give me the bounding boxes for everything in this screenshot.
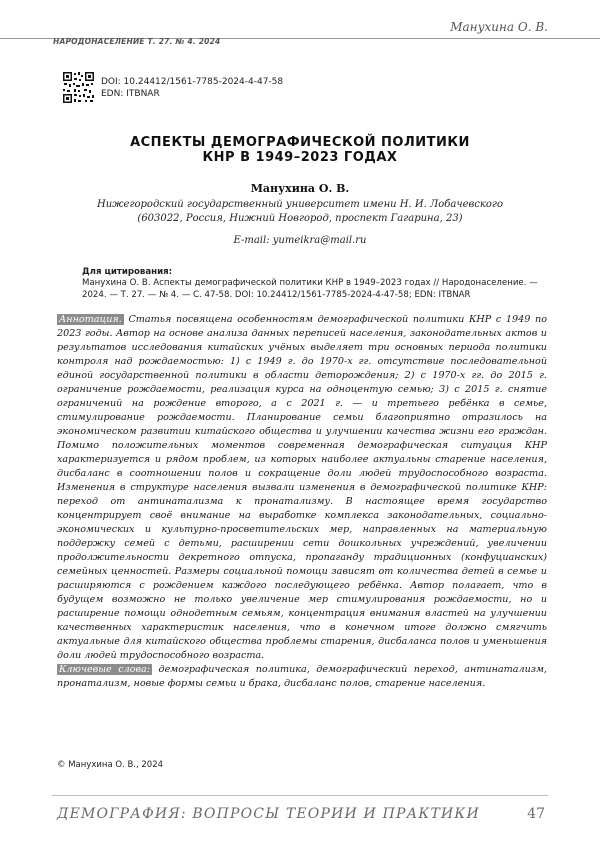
qr-code-icon <box>62 71 95 104</box>
edn: EDN: ITBNAR <box>101 89 160 99</box>
keywords-label: Ключевые слова: <box>59 664 151 675</box>
doi[interactable]: DOI: 10.24412/1561-7785-2024-4-47-58 <box>101 77 284 87</box>
author-name: Манухина О. В. <box>250 182 350 195</box>
author-email[interactable]: E-mail: yumeikra@mail.ru <box>233 235 367 246</box>
copyright-notice: © Манухина О. В., 2024 <box>57 760 164 770</box>
citation-block <box>82 267 552 301</box>
citation-label: Для цитирования: <box>82 267 173 277</box>
running-author: Манухина О. В. <box>450 20 548 34</box>
affiliation-line-1: Нижегородский государственный университет имени Н. И. Лобачевского <box>97 199 503 210</box>
abstract-block <box>57 313 547 691</box>
title-line-1: АСПЕКТЫ ДЕМОГРАФИЧЕСКОЙ ПОЛИТИКИ <box>130 135 470 150</box>
abstract-label: Аннотация. <box>59 314 122 325</box>
citation-text: Манухина О. В. Аспекты демографической политики КНР в 1949–2023 годах // Народонаселение. — 2024. — Т. 27. — № 4. — С. 47-58. DOI: 10.24412/1561-7785-2024-4-47-58; EDN: ITBNAR <box>82 278 538 300</box>
footer-journal-name: ДЕМОГРАФИЯ: ВОПРОСЫ ТЕОРИИ И ПРАКТИКИ <box>57 806 480 822</box>
article-title <box>0 135 600 165</box>
abstract-text: Статья посвящена особенностям демографической политики КНР с 1949 по 2023 годы. Автор на основе анализа данных переписей населения, законодательных актов и результатов исследования китайских учёных выделяет три основных периода политики контроля над рождаемостью: 1) с 1949 г. до 1970-х гг. отсутствие последовательной единой государственной политики в области деторождения; 2) с 1970-х гг. до 2015 г. ограничение рождаемости, реализация курса на одноцентую семью; 3) с 2015 г. снятие ограничений на рождение второго, а с 2021 г. — и третьего ребёнка в семье, стимулирование рождаемости. Планирование семьи благоприятно отразилось на экономическом развитии китайского общества и улучшении качества жизни его граждан. Помимо положительных моментов современная демографическая ситуация КНР характеризуется и рядом проблем, из которых наиболее актуальны старение населения, дисбаланс в соотношении полов и сокращение доли людей трудоспособного возраста. Изменения в структуре населения вызвали изменения в демографической политике КНР: переход от антинатализма к пронатализму. В настоящее время государство концентрирует своё внимание на выработке комплекса законодательных, социально-экономических и культурно-просветительских мер, направленных на материальную поддержку семей с детьми, расширении сети дошкольных учреждений, увеличении продолжительности декретного отпуска, пропаганду традиционных (конфуцианских) семейных ценностей. Размеры социальной помощи зависят от количества детей в семье и расширяются с рождением каждого последующего ребёнка. Автор полагает, что в будущем возможно не только увеличение мер стимулирования рождаемости, но и расширение помощи однодетным семьям, концентрация внимания властей на улучшении качественных характеристик населения, что в конечном итоге должно смягчить актуальные для китайского общества проблемы старения, дисбаланса полов и уменьшения доли людей трудоспособного возраста. <box>57 314 547 661</box>
affiliation-line-2: (603022, Россия, Нижний Новгород, проспект Гагарина, 23) <box>137 213 463 224</box>
keywords-text: демографическая политика, демографический переход, антинатализм, пронатализм, новые формы семьи и брака, дисбаланс полов, старение населения. <box>57 664 547 689</box>
title-line-2: КНР В 1949–2023 ГОДАХ <box>202 150 398 165</box>
affiliation <box>0 198 600 226</box>
identifiers <box>101 76 283 100</box>
page-number: 47 <box>527 806 545 822</box>
journal-reference: НАРОДОНАСЕЛЕНИЕ Т. 27. № 4. 2024 <box>53 37 221 46</box>
footer-divider <box>52 795 548 796</box>
